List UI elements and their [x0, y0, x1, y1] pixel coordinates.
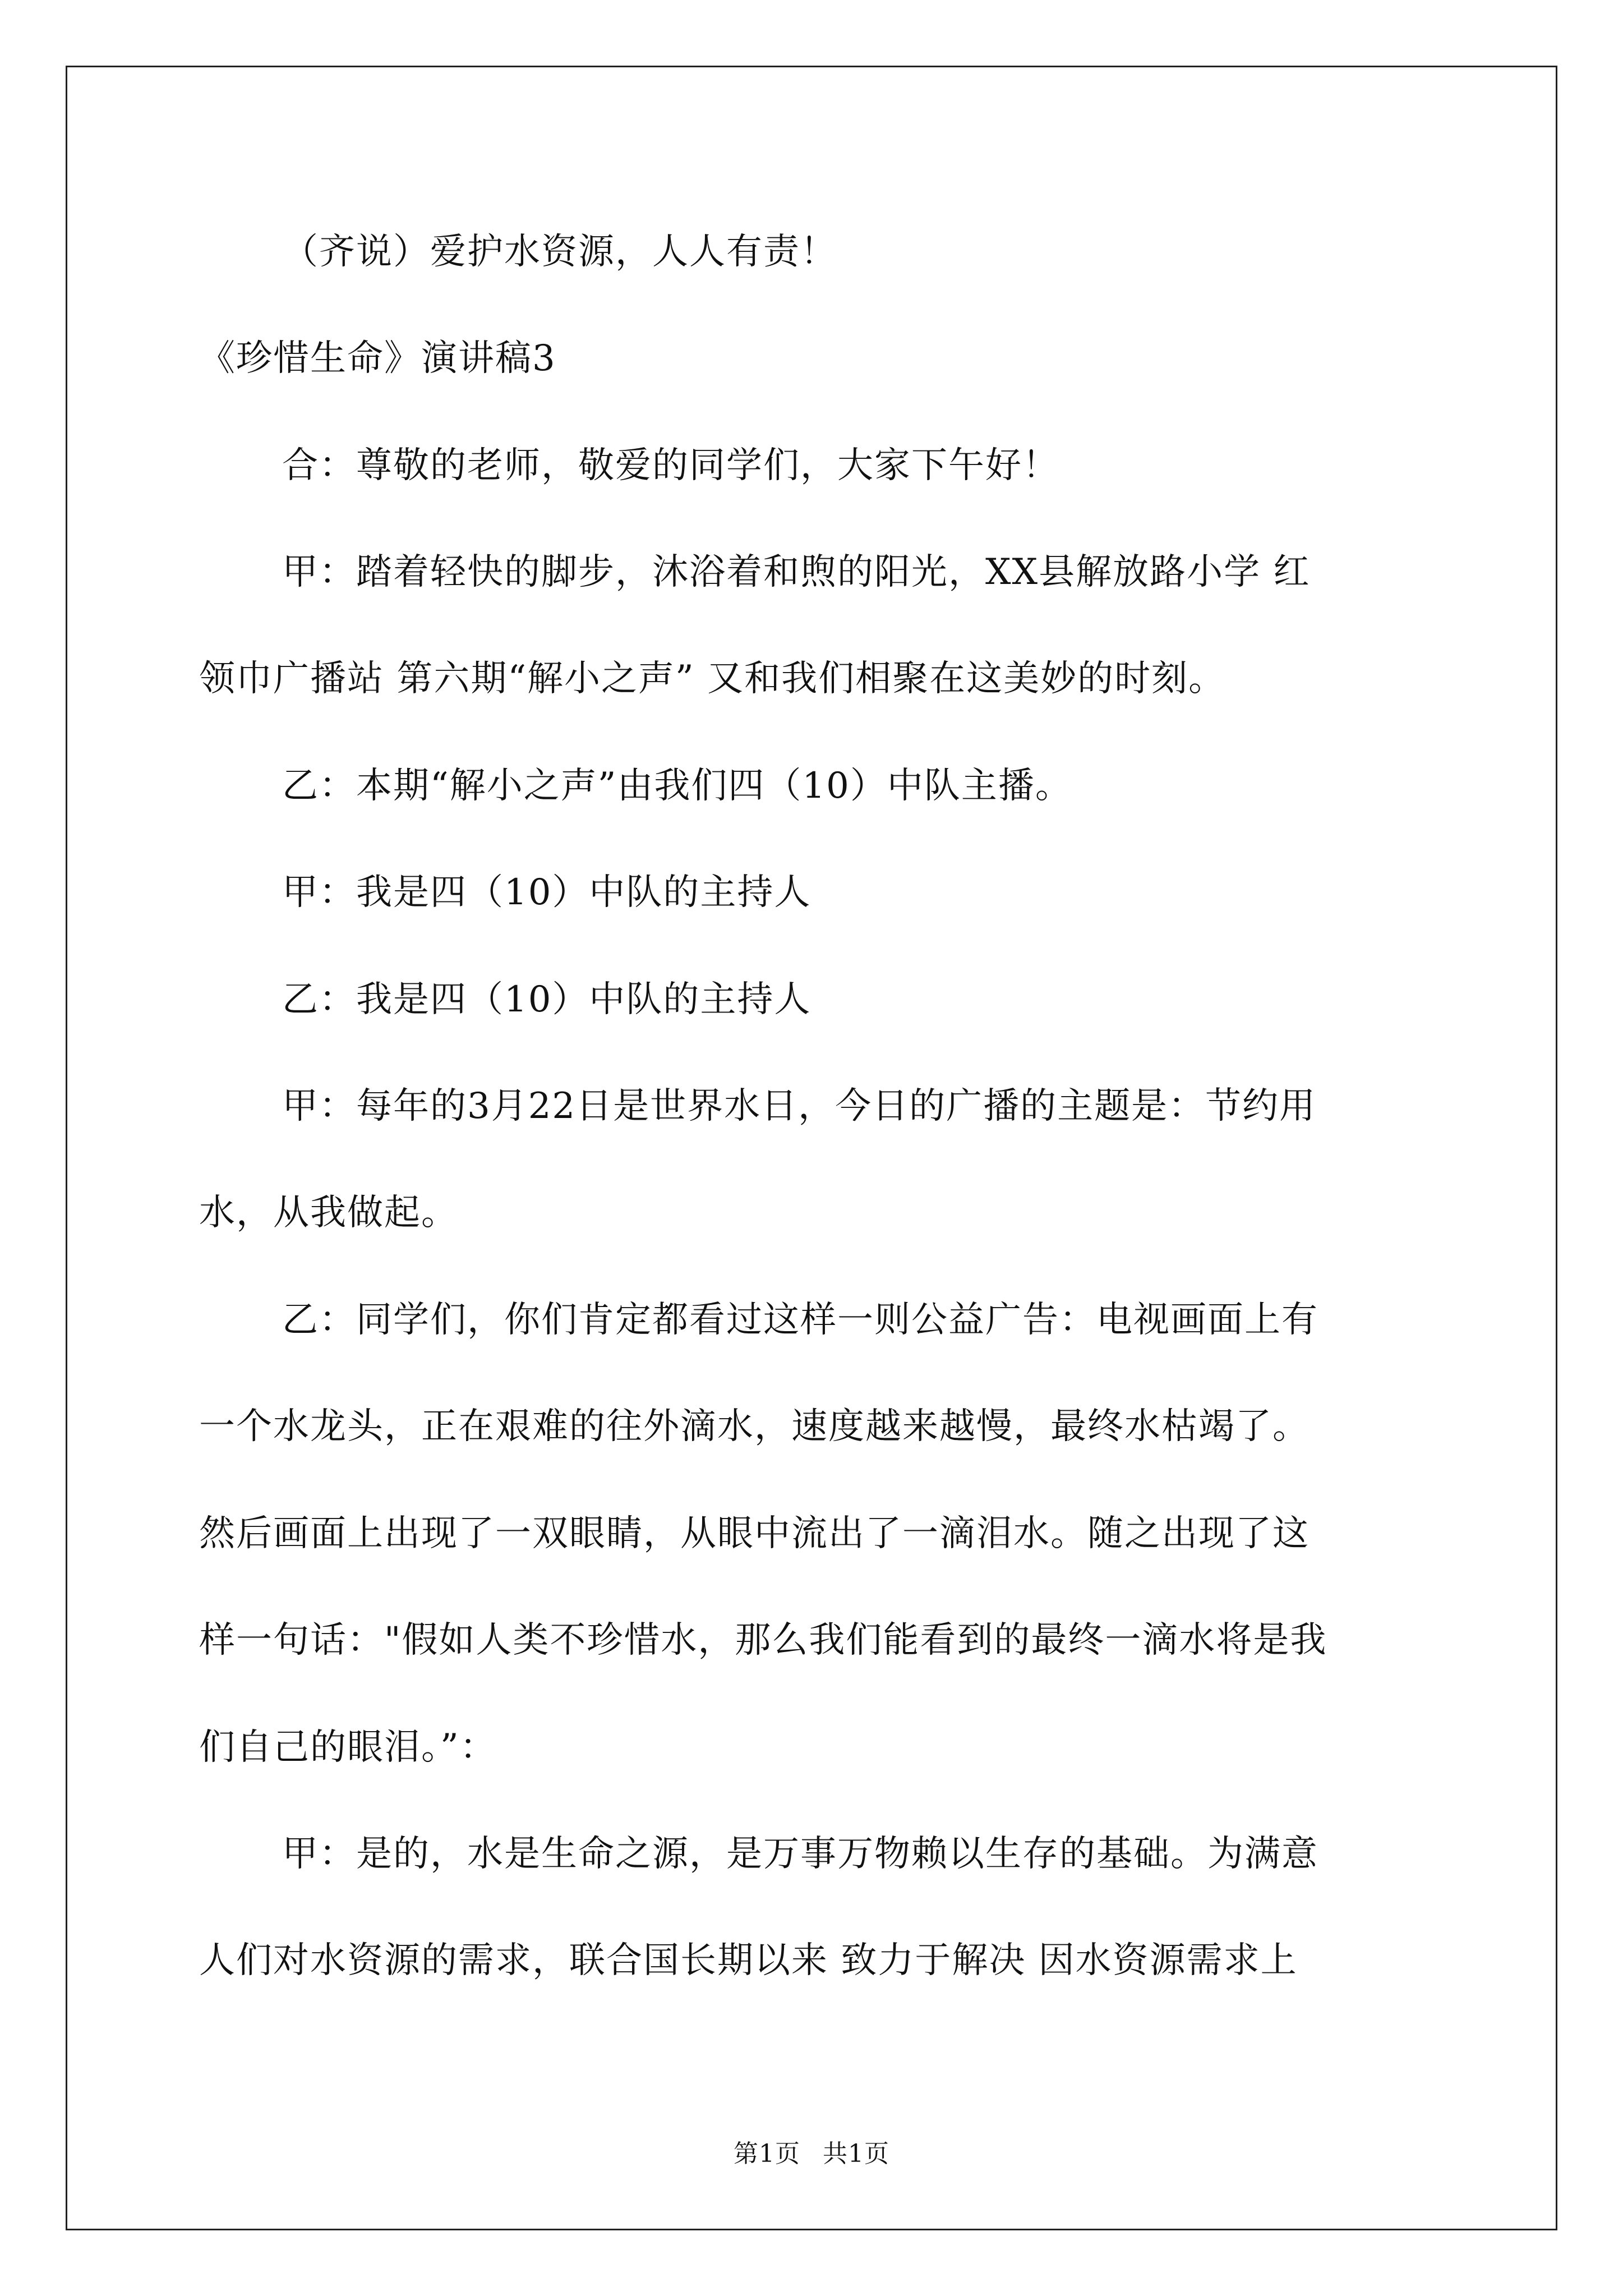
paragraph-line: 乙：同学们，你们肯定都看过这样一则公益广告：电视画面上有 — [282, 1299, 1318, 1341]
paragraph-line: 样一句话："假如人类不珍惜水，那么我们能看到的最终一滴水将是我 — [199, 1619, 1327, 1661]
paragraph-line: 甲：踏着轻快的脚步，沐浴着和煦的阳光，XX县解放路小学 红 — [282, 551, 1311, 593]
paragraph-line: 合：尊敬的老师，敬爱的同学们，大家下午好！ — [282, 445, 1059, 486]
paragraph-line: （齐说）爱护水资源，人人有责！ — [282, 231, 837, 273]
paragraph-line: 然后画面上出现了一双眼睛，从眼中流出了一滴泪水。随之出现了这 — [199, 1513, 1310, 1554]
page-number-current: 第1页 — [734, 2139, 800, 2168]
paragraph-line: 甲：我是四（10）中队的主持人 — [282, 872, 811, 913]
paragraph-line: 甲：是的，水是生命之源，是万事万物赖以生存的基础。为满意 — [282, 1833, 1318, 1875]
paragraph-line: 水，从我做起。 — [199, 1192, 458, 1234]
paragraph-line: 们自己的眼泪。”： — [199, 1727, 497, 1768]
paragraph-line: 一个水龙头，正在艰难的往外滴水，速度越来越慢，最终水枯竭了。 — [199, 1406, 1310, 1447]
paragraph-line: 乙：本期“解小之声”由我们四（10）中队主播。 — [282, 765, 1072, 807]
page-number-total: 共1页 — [823, 2139, 889, 2168]
page-border — [66, 66, 1557, 2230]
page-footer — [0, 2137, 1623, 2171]
paragraph-line: 人们对水资源的需求，联合国长期以来 致力于解决 因水资源需求上 — [199, 1940, 1298, 1981]
paragraph-line: 甲：每年的3月22日是世界水日，今日的广播的主题是：节约用 — [282, 1085, 1317, 1127]
section-title: 《珍惜生命》演讲稿3 — [199, 338, 556, 379]
paragraph-line: 领巾广播站 第六期“解小之声” 又和我们相聚在这美妙的时刻。 — [199, 658, 1226, 700]
paragraph-line: 乙：我是四（10）中队的主持人 — [282, 979, 811, 1020]
